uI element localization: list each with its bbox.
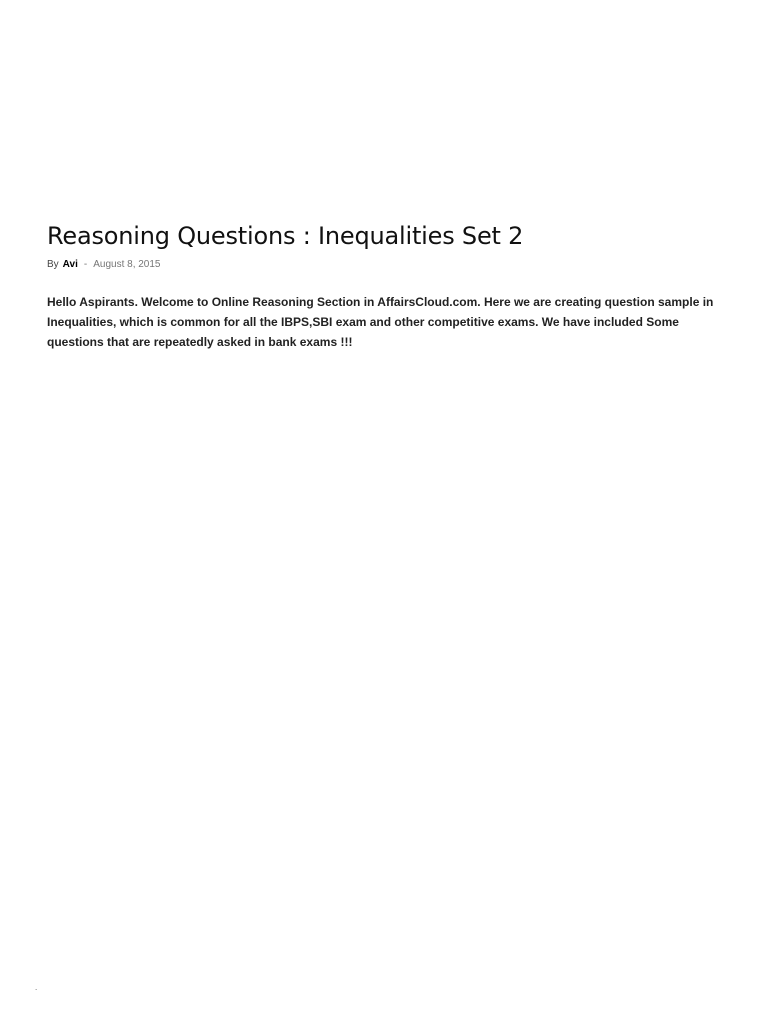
by-label: By	[47, 259, 59, 270]
article	[47, 218, 727, 352]
post-date: August 8, 2015	[93, 259, 161, 270]
intro-paragraph: Hello Aspirants. Welcome to Online Reasoning Section in AffairsCloud.com. Here we are creating question sample in Inequalities, which is common for all the IBPS,SBI exam and other competitive exams. We have included Some questions that are repeatedly asked in bank exams !!!	[47, 295, 714, 349]
author-link[interactable]: Avi	[62, 259, 78, 270]
post-title: Reasoning Questions : Inequalities Set 2	[47, 222, 524, 250]
post-meta	[47, 258, 727, 272]
meta-separator: -	[83, 259, 88, 270]
corner-mark: .	[35, 983, 38, 992]
